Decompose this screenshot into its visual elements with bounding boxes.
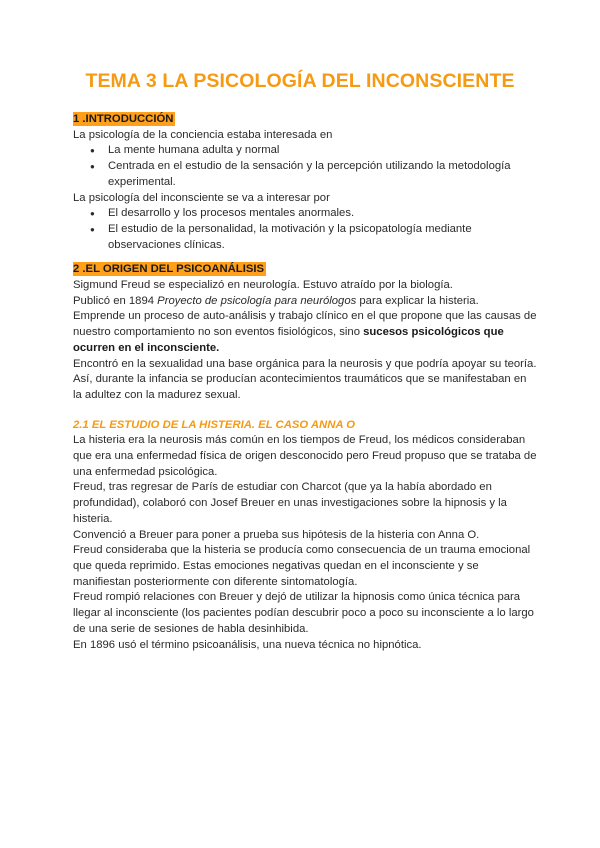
paragraph: Freud rompió relaciones con Breuer y dejó de utilizar la hipnosis como única técnica para llegar al inconsciente (los pacientes podían descubrir poco a poco su inconsciente a lo largo de una serie de sesiones de habla desinhibida. (73, 591, 534, 635)
list-item: ● El desarrollo y los procesos mentales anormales. (108, 206, 538, 222)
document-body (73, 112, 538, 653)
paragraph: Encontró en la sexualidad una base orgánica para la neurosis y que podría apoyar su teoría. (73, 357, 537, 370)
bullet-list (73, 206, 538, 253)
paragraph: Convenció a Breuer para poner a prueba sus hipótesis de la histeria con Anna O. (73, 528, 480, 541)
list-item: ● Centrada en el estudio de la sensación y la percepción utilizando la metodología experimental. (108, 159, 538, 190)
list-item: ● El estudio de la personalidad, la motivación y la psicopatología mediante observaciones clínicas. (108, 222, 538, 253)
book-title: Proyecto de psicología para neurólogos (157, 294, 357, 307)
page-title: TEMA 3 LA PSICOLOGÍA DEL INCONSCIENTE (85, 70, 515, 92)
bullet-list (73, 143, 538, 190)
paragraph: Publicó en 1894 Proyecto de psicología para neurólogos para explicar la histeria. (73, 294, 479, 307)
paragraph: La psicología del inconsciente se va a interesar por (73, 191, 330, 204)
section-origen-psicoanalisis (73, 262, 538, 403)
paragraph: La psicología de la conciencia estaba interesada en (73, 128, 333, 141)
paragraph: Sigmund Freud se especializó en neurología. Estuvo atraído por la biología. (73, 279, 453, 292)
section-heading-origen: 2 .EL ORIGEN DEL PSICOANÁLISIS (73, 263, 265, 276)
section-introduccion (73, 112, 538, 253)
list-item: ● La mente humana adulta y normal (108, 143, 538, 159)
paragraph: La histeria era la neurosis más común en los tiempos de Freud, los médicos consideraban que era una enfermedad física de origen desconocido pero Freud propuso que se trataba de una enfermedad psicológica. (73, 434, 537, 478)
paragraph: Así, durante la infancia se producían acontecimientos traumáticos que se manifestaban en la adultez con la madurez sexual. (73, 373, 527, 401)
paragraph: Freud, tras regresar de París de estudiar con Charcot (que ya la había abordado en profundidad), colaboró con Josef Breuer en unas investigaciones sobre la hipnosis y la histeria. (73, 481, 507, 525)
subsection-heading-histeria: 2.1 EL ESTUDIO DE LA HISTERIA. EL CASO ANNA O (73, 418, 356, 431)
section-estudio-histeria (73, 418, 538, 654)
paragraph: En 1896 usó el término psicoanálisis, una nueva técnica no hipnótica. (73, 638, 422, 651)
paragraph: Freud consideraba que la histeria se producía como consecuencia de un trauma emocional que queda reprimido. Estas emociones negativas quedan en el inconsciente y se manifiestan posteriormente con diferente sintomatología. (73, 544, 531, 588)
emphasis-text: sucesos psicológicos que ocurren en el inconsciente. (73, 326, 504, 354)
section-heading-introduccion: 1 .INTRODUCCIÓN (73, 113, 174, 125)
paragraph: Emprende un proceso de auto-análisis y trabajo clínico en el que propone que las causas de nuestro comportamiento no son eventos fisiológicos, sino sucesos psicológicos que ocurren en el inconsciente. (73, 310, 537, 354)
